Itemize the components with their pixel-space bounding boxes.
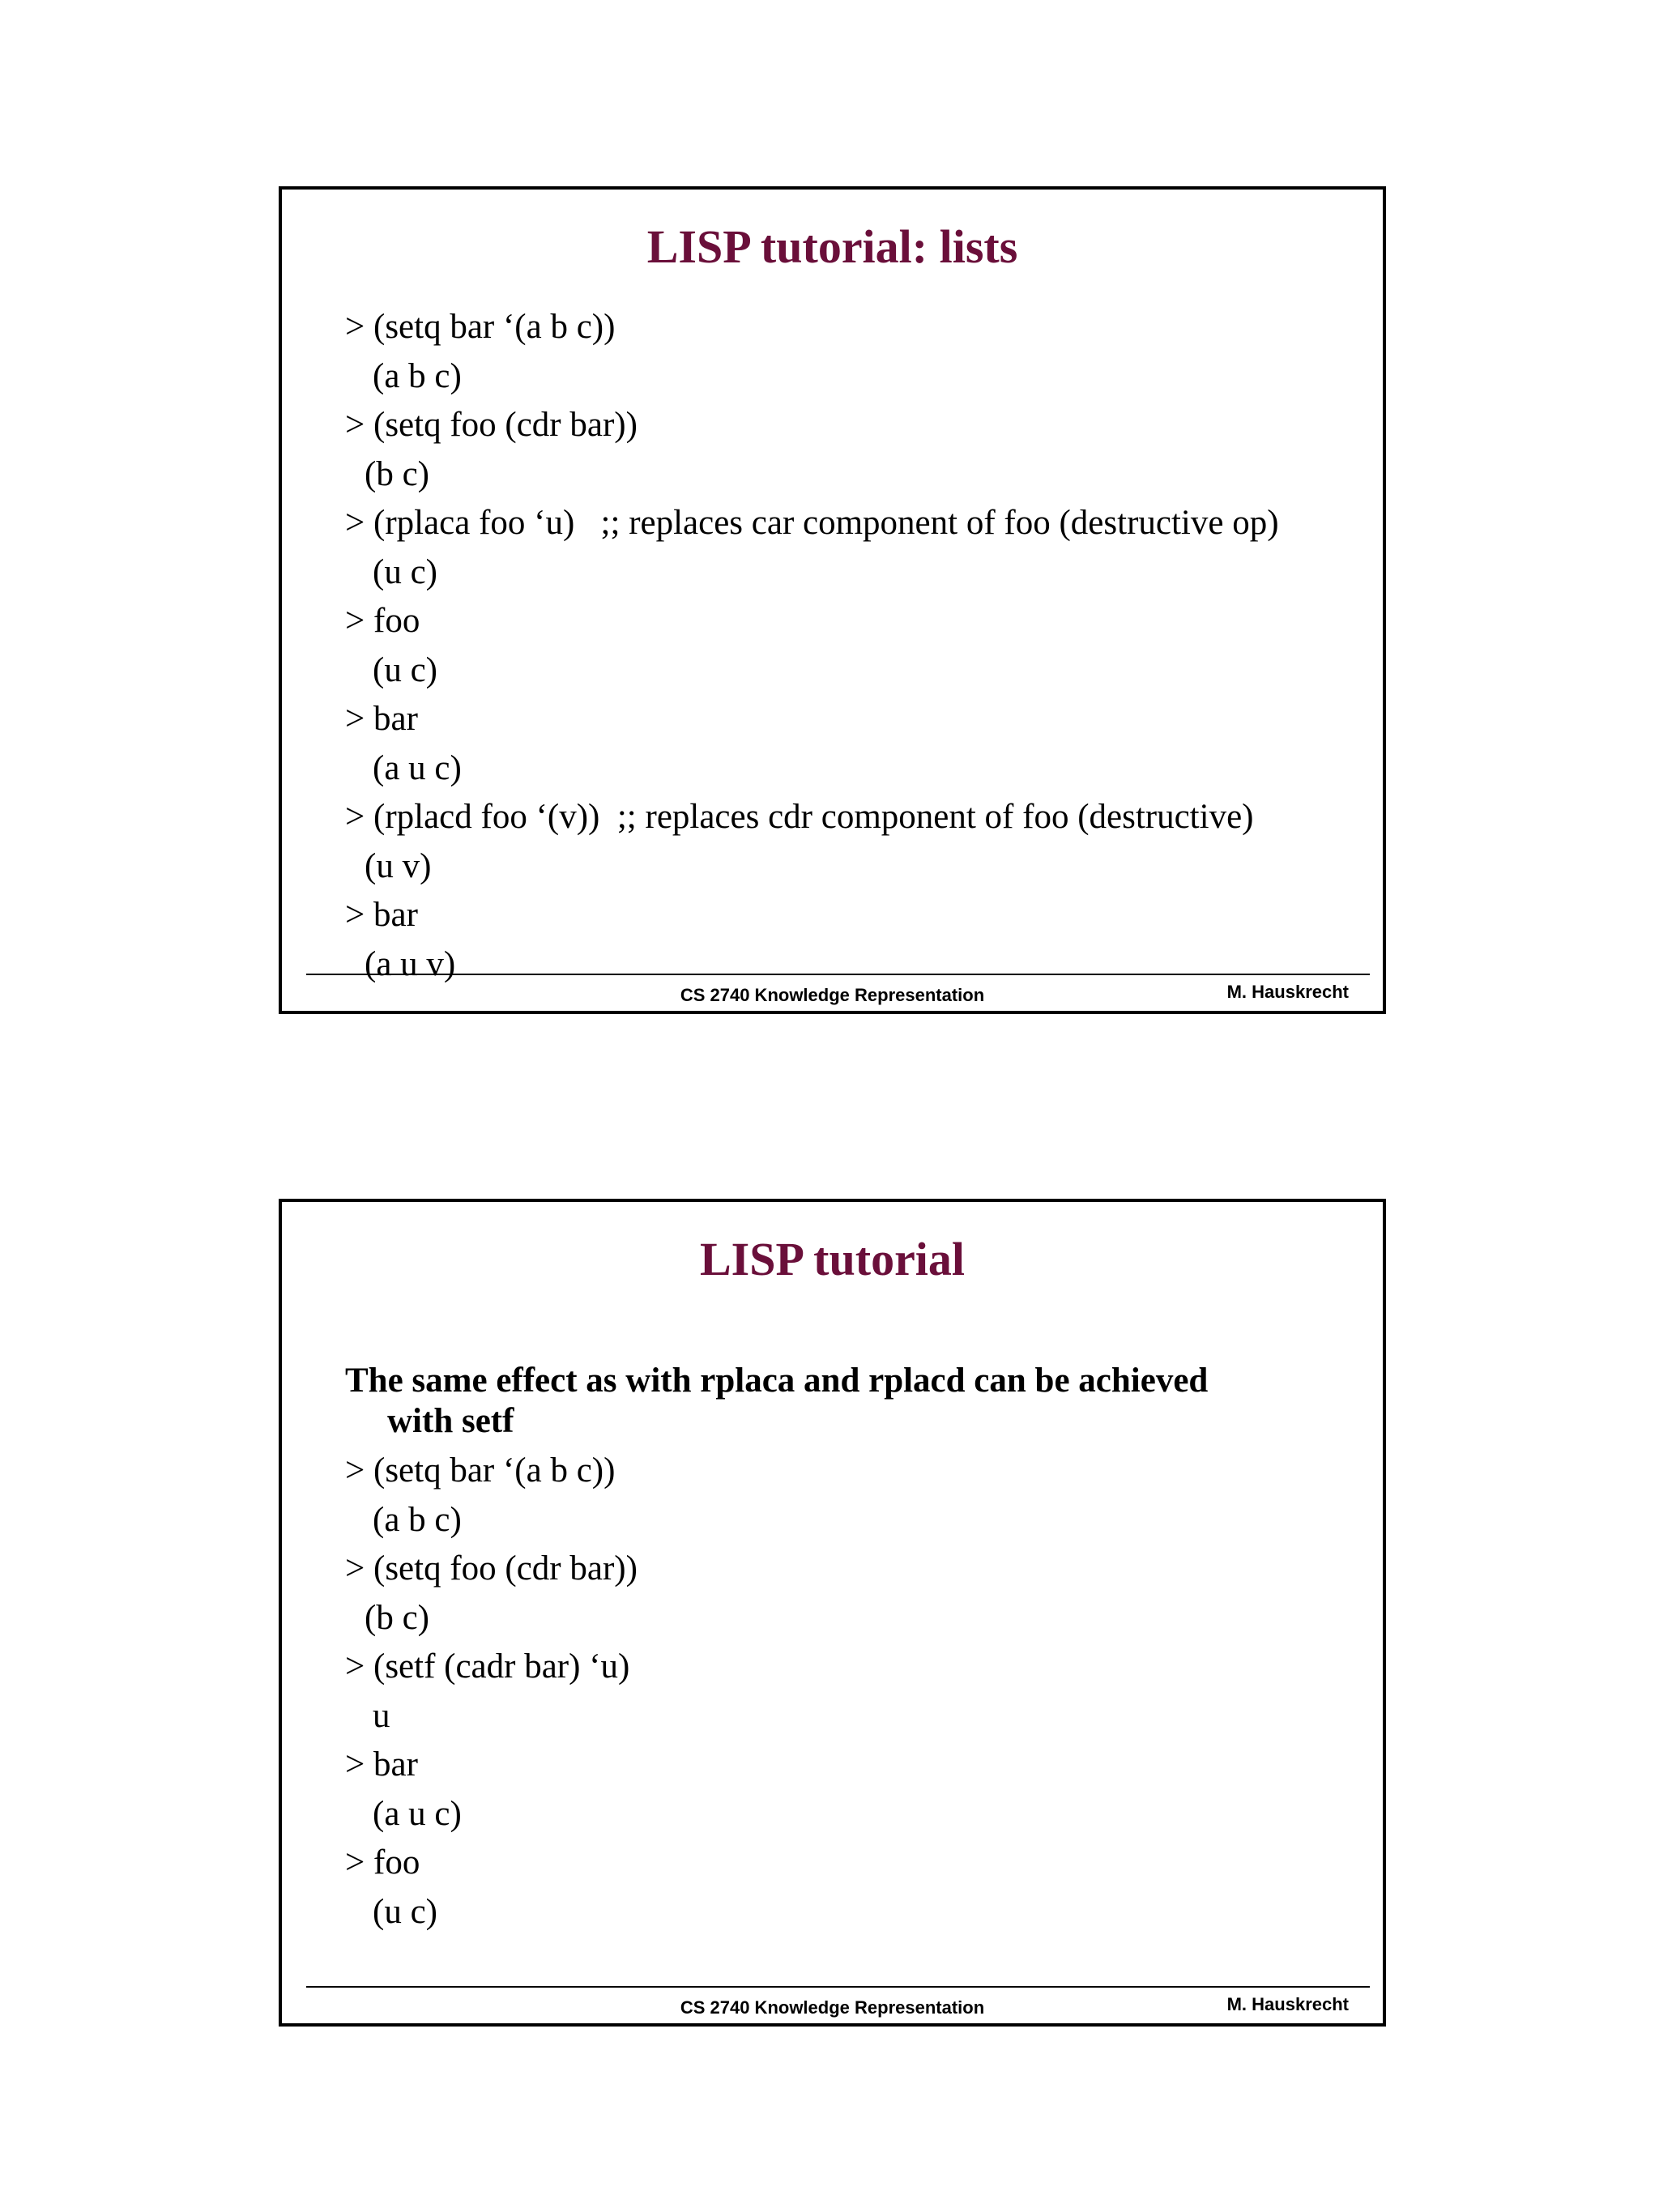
code-line: > (rplacd foo ‘(v)) ;; replaces cdr component of foo (destructive) — [345, 798, 1254, 836]
result-line: (u v) — [365, 846, 432, 885]
slide-title: LISP tutorial: lists — [646, 220, 1018, 273]
code-line: > bar — [345, 700, 418, 738]
footer-author: M. Hauskrecht — [1226, 1994, 1349, 2014]
slide-lisp-lists — [279, 186, 1386, 1014]
code-line: > (setq foo (cdr bar)) — [345, 406, 638, 444]
code-line: > (setq bar ‘(a b c)) — [345, 308, 616, 346]
code-lines — [345, 303, 1367, 989]
result-line: (b c) — [365, 454, 429, 493]
footer-author: M. Hauskrecht — [1226, 982, 1349, 1002]
footer-divider — [306, 974, 1370, 975]
slide-title: LISP tutorial — [699, 1233, 966, 1285]
result-line: (b c) — [365, 1598, 429, 1637]
heading-line: The same effect as with rplaca and rplacd can be achieved — [345, 1362, 1209, 1400]
footer-course: CS 2740 Knowledge Representation — [680, 1997, 985, 2018]
result-line: (u c) — [373, 650, 437, 689]
heading-line-continued: with setf — [387, 1402, 514, 1440]
code-line: > bar — [345, 1745, 418, 1784]
code-line: > (setf (cadr bar) ‘u) — [345, 1647, 630, 1686]
result-line: u — [373, 1696, 390, 1735]
footer-divider — [306, 1986, 1370, 1988]
result-line: (a u v) — [365, 944, 456, 983]
result-line: (a u c) — [373, 748, 462, 787]
code-line: > (setq bar ‘(a b c)) — [345, 1451, 616, 1490]
code-line: > (rplaca foo ‘u) ;; replaces car component of foo (destructive op) — [345, 504, 1279, 542]
result-line: (a b c) — [373, 356, 462, 395]
code-line: > (setq foo (cdr bar)) — [345, 1549, 638, 1588]
code-line: > bar — [345, 896, 418, 934]
slide-heading — [345, 1361, 1367, 1442]
code-lines — [345, 1361, 1367, 1937]
code-line: > foo — [345, 602, 420, 640]
result-line: (a u c) — [373, 1794, 462, 1833]
slide-lisp-tutorial-setf — [279, 1199, 1386, 2027]
result-line: (u c) — [373, 1892, 437, 1931]
result-line: (a b c) — [373, 1500, 462, 1539]
footer-course: CS 2740 Knowledge Representation — [680, 985, 985, 1005]
code-line: > foo — [345, 1843, 420, 1882]
result-line: (u c) — [373, 552, 437, 591]
